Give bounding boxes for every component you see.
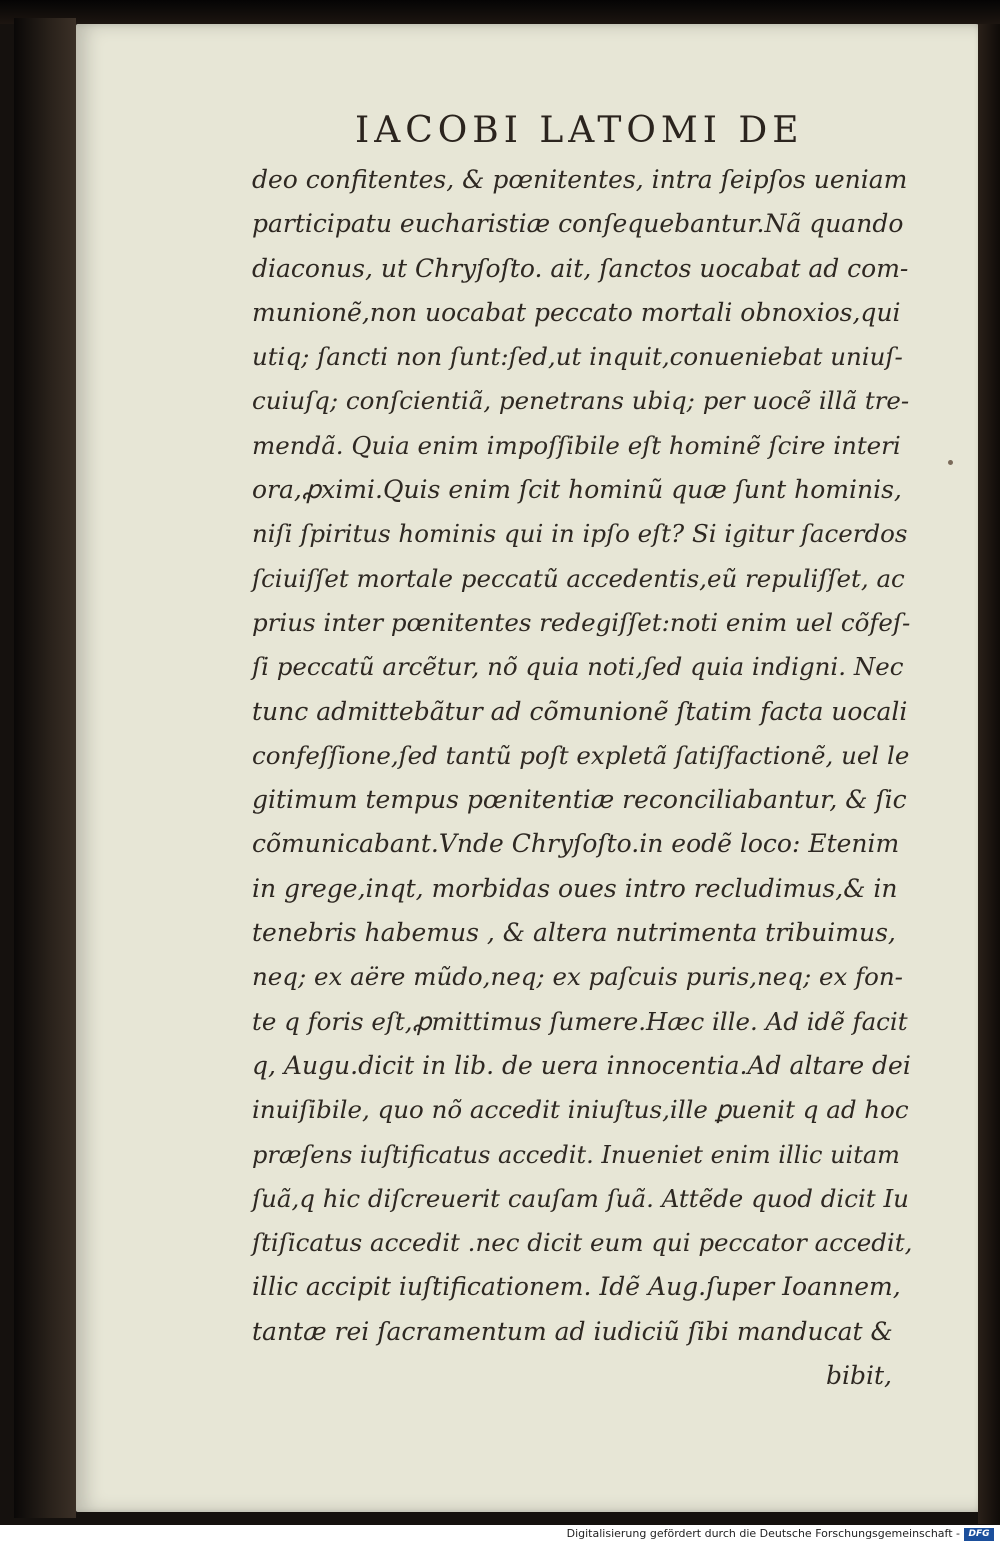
text-line: gitimum tempus pœnitentiæ reconciliabantur, & ſic: [252, 785, 907, 815]
body-text: [252, 158, 912, 1398]
text-line: diaconus, ut Chryſoſto. ait, ſanctos uocabat ad com-: [252, 253, 909, 283]
text-line: ſciuiſſet mortale peccatũ accedentis,eũ repuliſſet, ac: [252, 563, 905, 593]
text-line: tenebris habemus , & altera nutrimenta tribuimus,: [252, 918, 896, 948]
running-head: IACOBI LATOMI DE: [355, 110, 804, 151]
text-line: q, Augu.dicit in lib. de uera innocentia.Ad altare dei: [252, 1050, 911, 1080]
text-line: participatu eucharistiæ conſequebantur.Nã quando: [252, 209, 904, 239]
text-line: tantæ rei ſacramentum ad iudiciũ ſibi manducat &: [252, 1316, 893, 1346]
text-line: præſens iuſtificatus accedit. Inueniet enim illic uitam: [252, 1140, 900, 1169]
text-line: ſuã,q hic diſcreuerit cauſam ſuã. Attẽde quod dicit Iu: [252, 1183, 909, 1213]
text-line: te q foris eſt,ꝓmittimus ſumere.Hæc ille. Ad idẽ facit: [252, 1006, 908, 1036]
text-line: prius inter pœnitentes redegiſſet:noti enim uel cõfeſ-: [252, 607, 911, 637]
text-line: munionẽ,non uocabat peccato mortali obnoxios,qui: [252, 297, 901, 327]
dfg-logo: DFG: [964, 1528, 994, 1541]
funding-credit: Digitalisierung gefördert durch die Deutsche Forschungsgemeinschaft -: [566, 1527, 960, 1540]
text-line: deo confitentes, & pœnitentes, intra ſeipſos ueniam: [252, 165, 908, 194]
text-line: tunc admittebãtur ad cõmunionẽ ſtatim facta uocali: [252, 696, 908, 726]
text-line: ora,ꝓximi.Quis enim ſcit hominũ quæ ſunt hominis,: [252, 475, 902, 505]
book-binding-edge: [14, 18, 76, 1518]
text-line: neq; ex aëre mũdo,neq; ex paſcuis puris,neq; ex fon-: [252, 962, 903, 992]
text-line: ſi peccatũ arcẽtur, nõ quia noti,ſed quia indigni. Nec: [252, 652, 904, 682]
text-line: ſtiſicatus accedit .nec dicit eum qui peccator accedit,: [252, 1228, 913, 1258]
text-line: in grege,inqt, morbidas oues intro recludimus,& in: [252, 873, 898, 903]
text-line: inuiſibile, quo nõ accedit iniuſtus,ille ꝑuenit q ad hoc: [252, 1095, 909, 1125]
page-fore-edge: [978, 24, 1000, 1524]
text-line: niſi ſpiritus hominis qui in ipſo eſt? Si igitur ſacerdos: [252, 519, 908, 549]
book-top-edge: [0, 0, 1000, 24]
text-line: cuiuſq; conſcientiã, penetrans ubiq; per uocẽ illã tre-: [252, 386, 910, 416]
text-line: utiq; ſancti non ſunt:ſed,ut inquit,conueniebat uniuſ-: [252, 342, 903, 372]
text-line: mendã. Quia enim impoſſibile eſt hominẽ ſcire interi: [252, 430, 901, 460]
text-line: cõmunicabant.Vnde Chryſoſto.in eodẽ loco: Etenim: [252, 829, 900, 859]
text-line: confeſſione,ſed tantũ poſt expletã ſatiſfactionẽ, uel le: [252, 740, 910, 770]
catchword: bibit,: [826, 1361, 892, 1391]
ink-spot: [948, 460, 953, 465]
text-line: illic accipit iuſtificationem. Idẽ Aug.ſuper Ioannem,: [252, 1272, 901, 1302]
